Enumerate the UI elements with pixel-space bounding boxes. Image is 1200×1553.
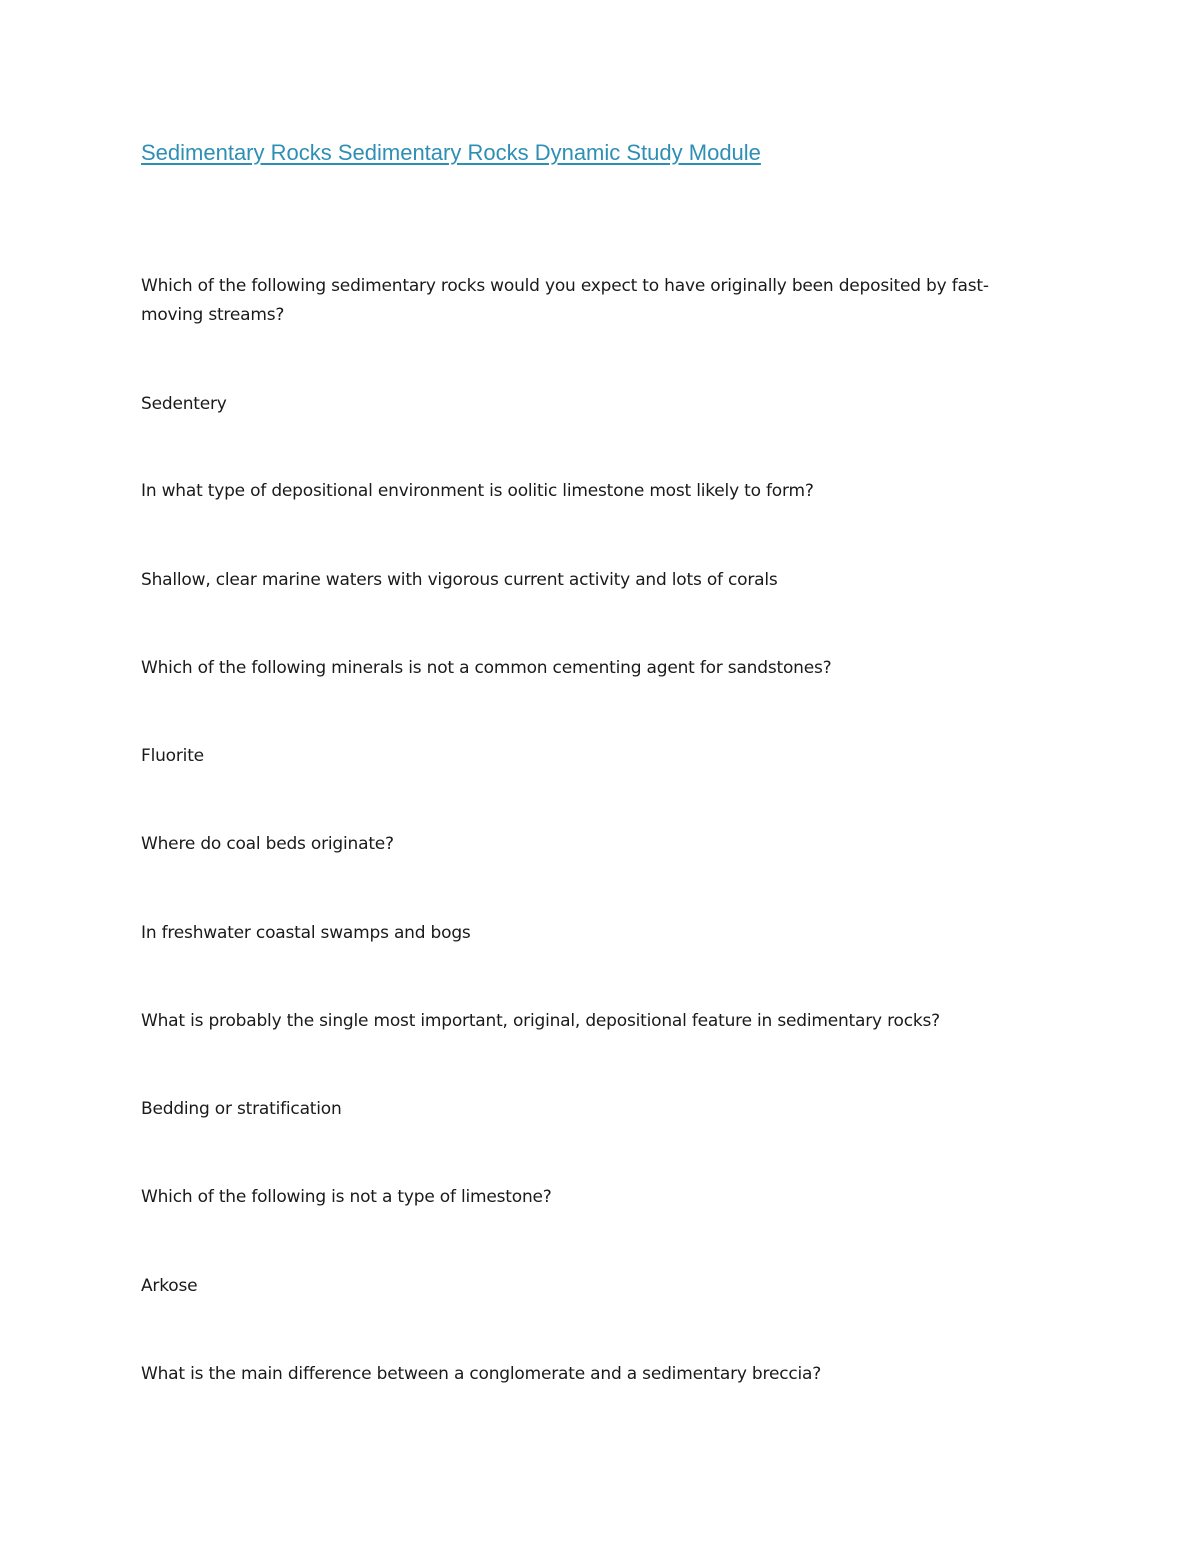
question-6: Which of the following is not a type of limestone? (141, 1187, 552, 1207)
question-4: Where do coal beds originate? (141, 834, 394, 854)
question-5: What is probably the single most important, original, depositional feature in sedimentary rocks? (141, 1011, 940, 1031)
answer-5: Bedding or stratification (141, 1099, 342, 1119)
answer-6: Arkose (141, 1276, 198, 1296)
question-2: In what type of depositional environment is oolitic limestone most likely to form? (141, 481, 814, 501)
answer-3: Fluorite (141, 746, 204, 766)
question-1-line-1: Which of the following sedimentary rocks would you expect to have originally been deposited by fast- (141, 276, 989, 296)
document-title-link[interactable]: Sedimentary Rocks Sedimentary Rocks Dynamic Study Module (141, 140, 761, 165)
answer-4: In freshwater coastal swamps and bogs (141, 923, 471, 943)
answer-2: Shallow, clear marine waters with vigorous current activity and lots of corals (141, 570, 778, 590)
question-1-line-2: moving streams? (141, 305, 285, 325)
question-7: What is the main difference between a conglomerate and a sedimentary breccia? (141, 1364, 822, 1384)
question-3: Which of the following minerals is not a common cementing agent for sandstones? (141, 658, 832, 678)
answer-1: Sedentery (141, 394, 227, 414)
